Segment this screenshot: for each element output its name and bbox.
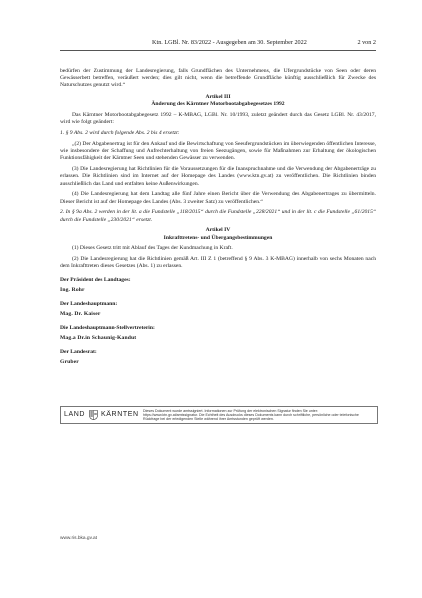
issue-line: Ktn. LGBl. Nr. 83/2022 - Ausgegeben am 30. September 2022 bbox=[152, 39, 307, 46]
footer-url[interactable]: www.ris.bka.gv.at bbox=[60, 536, 97, 541]
signature-role: Die Landeshauptmann-Stellvertreterin: bbox=[60, 324, 155, 331]
coat-of-arms-icon bbox=[89, 410, 98, 420]
logo-text-right: KÄRNTEN bbox=[101, 411, 139, 418]
logo-text-left: LAND bbox=[64, 411, 86, 418]
signature-name: Mag. Dr. Kaiser bbox=[60, 311, 101, 318]
paragraph: bedürfen der Zustimmung der Landesregierung, falls Grundflächen des Unternehmens, die Ufergrundstücke von Seen oder deren Gewässerbett betreffen, veräußert werden; dies gilt nicht, wenn die betreffende Grundfläche künftig ausschließlich für Zwecke des Naturschutzes genutzt wird.“ bbox=[60, 68, 376, 89]
page-number: 2 von 2 bbox=[357, 39, 376, 46]
signature-role: Der Präsident des Landtages: bbox=[60, 276, 131, 283]
amendment-instruction: 2. In § 9a Abs. 2 werden in der lit. a die Fundstelle „118/2015“ durch die Fundstelle „228/2021“ und in der lit. c die Fundstelle „61/2015“ durch die Fundstelle „230/2021“ ersetzt. bbox=[60, 209, 376, 223]
amendment-instruction: 1. § 9 Abs. 2 wird durch folgende Abs. 2 bis 4 ersetzt: bbox=[60, 130, 180, 137]
official-signature-box bbox=[60, 406, 378, 424]
signature-name: Mag.a Dr.in Schaunig-Kandut bbox=[60, 335, 137, 342]
signature-notice: Dieses Dokument wurde amtssigniert. Informationen zur Prüfung der elektronischen Signatur finden Sie unter: https://www.ktn.gv.at/amtssignatur. Die Echtheit des Ausdrucks dieses Dokuments kann durch schriftliche, persönliche oder telefonische Rückfrage bei der erledigenden Stelle während ihrer Amtsstunden geprüft werden. bbox=[143, 408, 359, 422]
signature-name: Gruber bbox=[60, 359, 79, 366]
page-header bbox=[60, 39, 376, 49]
article-title: Änderung des Kärntner Motorbootabgabegesetzes 1992 bbox=[151, 101, 285, 108]
paragraph: „(2) Der Abgabenertrag ist für den Ankauf und die Bewirtschaftung von Seeufergrundstücken im überwiegenden öffentlichen Interesse, wie insbesondere der Schaffung und Aufrechterhaltung von freien Seezugängen, sowie für Maßnahmen zur Erhaltung der ökologischen Funktionsfähigkeit der Kärntner Seen und stehenden Gewässer zu verwenden. bbox=[60, 140, 376, 162]
signature-name: Ing. Rohr bbox=[60, 287, 85, 294]
signature-role: Der Landeshauptmann: bbox=[60, 300, 118, 307]
land-kaernten-logo bbox=[64, 410, 140, 420]
header-rule bbox=[60, 50, 376, 51]
signature-role: Der Landesrat: bbox=[60, 348, 97, 355]
paragraph: (3) Die Landesregierung hat Richtlinien für die Voraussetzungen für die Inanspruchnahme und die Verwendung der Abgabenerträge zu erlassen. Die Richtlinien sind im Internet auf der Homepage des Landes (www.ktn.gv.at) zu veröffentlichen. Die Richtlinien binden ausschließlich das Land und entfalten keine Außenwirkungen. bbox=[60, 166, 376, 187]
paragraph: Das Kärntner Motorbootabgabegesetz 1992 – K-MBAG, LGBl. Nr. 10/1993, zuletzt geändert durch das Gesetz LGBl. Nr. 43/2017, wird wie folgt geändert: bbox=[60, 112, 376, 126]
article-heading: Artikel III bbox=[205, 94, 231, 101]
document-body bbox=[60, 68, 376, 370]
signature-block bbox=[60, 277, 376, 367]
paragraph: (4) Die Landesregierung hat dem Landtag alle fünf Jahre einen Bericht über die Verwendung des Abgabenertrages zu übermitteln. Dieser Bericht ist auf der Homepage des Landes (Abs. 3 zweiter Satz) zu veröffentlichen.“ bbox=[60, 191, 376, 205]
article-heading: Artikel IV bbox=[205, 227, 231, 234]
paragraph: (1) Dieses Gesetz tritt mit Ablauf des Tages der Kundmachung in Kraft. bbox=[72, 245, 233, 252]
paragraph: (2) Die Landesregierung hat die Richtlinien gemäß Art. III Z 1 (betreffend § 9 Abs. 3 K-MBAG) innerhalb von sechs Monaten nach dem Inkrafttreten dieses Gesetzes (Abs. 1) zu erlassen. bbox=[60, 256, 376, 270]
article-title: Inkrafttretens- und Übergangsbestimmungen bbox=[163, 234, 273, 241]
